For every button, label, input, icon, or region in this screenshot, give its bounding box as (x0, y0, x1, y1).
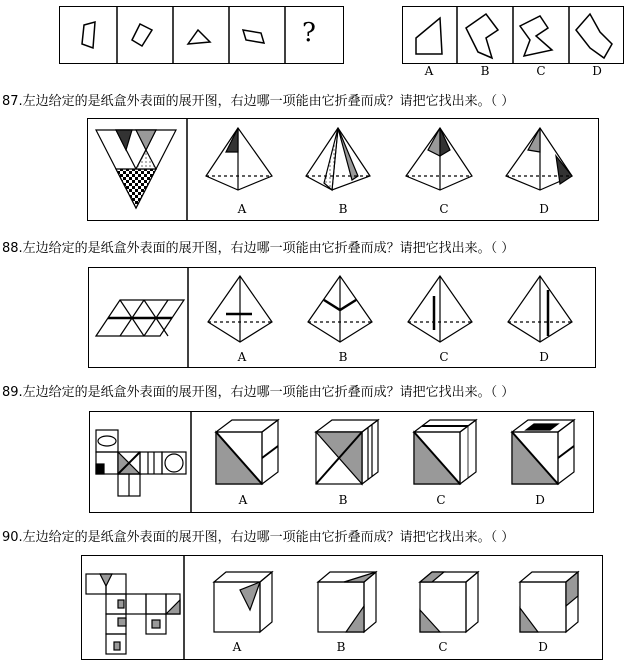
question-90: 90.左边给定的是纸盒外表面的展开图，右边哪一项能由它折叠而成？请把它找出来。（ ） (2, 530, 515, 545)
q90-label-a: A (232, 640, 242, 654)
question-89: 89.左边给定的是纸盒外表面的展开图，右边哪一项能由它折叠而成？请把它找出来。（ ） (2, 385, 515, 400)
seq-label-c: C (536, 64, 546, 78)
question-87: 87.左边给定的是纸盒外表面的展开图，右边哪一项能由它折叠而成？请把它找出来。（ ） (2, 94, 515, 109)
question-88: 88.左边给定的是纸盒外表面的展开图，右边哪一项能由它折叠而成？请把它找出来。（ ） (2, 241, 515, 256)
q87-label-a: A (237, 202, 247, 216)
q89-label-c: C (436, 493, 446, 507)
q89-label-b: B (338, 493, 348, 507)
seq-label-d: D (592, 64, 602, 78)
q87-label-c: C (439, 202, 449, 216)
q90-label-d: D (538, 640, 548, 654)
seq-label-a: A (424, 64, 434, 78)
q88-label-c: C (439, 350, 449, 364)
q90-label-b: B (336, 640, 346, 654)
q89-label-d: D (535, 493, 545, 507)
q90-label-c: C (438, 640, 448, 654)
q89-label-a: A (238, 493, 248, 507)
q88-label-a: A (237, 350, 247, 364)
q87-label-d: D (539, 202, 549, 216)
q88-label-b: B (338, 350, 348, 364)
question-mark: ? (302, 18, 316, 48)
seq-label-b: B (480, 64, 490, 78)
q88-label-d: D (539, 350, 549, 364)
q87-label-b: B (338, 202, 348, 216)
